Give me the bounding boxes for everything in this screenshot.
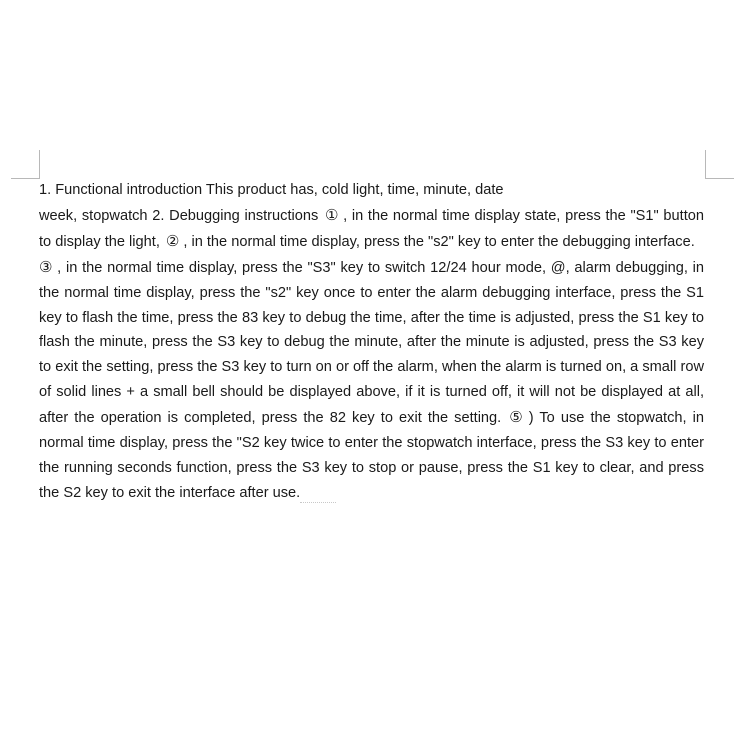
para2-text-b: ) To use the stopwatch, in normal time display, press the "S2 key twice to enter the stopwatch interface, press the S3 key to enter the running seconds function, press the S3 key to stop or pause, press the S1 key to clear, and press the S2 key to exit the interface after use. <box>39 410 705 501</box>
margin-corner-mark-top-left <box>11 150 40 179</box>
circled-number-2: ② <box>165 231 180 250</box>
circled-number-1: ① <box>324 205 340 224</box>
heading-line: 1. Functional introduction This product has, cold light, time, minute, date <box>39 182 504 198</box>
margin-corner-mark-top-right <box>705 150 734 179</box>
para1-text-c: , in the normal time display, press the "s2" key to enter the debugging interface. <box>183 233 695 250</box>
paragraph-alarm-stopwatch <box>39 255 704 506</box>
circled-number-3: ③ <box>39 257 54 276</box>
paragraph-end-mark <box>300 501 336 503</box>
document-body[interactable] <box>39 178 704 506</box>
paragraph-debugging-instructions <box>39 203 704 255</box>
para1-text-a: week, stopwatch 2. Debugging instructions <box>39 207 319 224</box>
circled-number-5: ⑤ <box>507 408 525 427</box>
para2-text-a: , in the normal time display, press the "S3" key to switch 12/24 hour mode, @, alarm debugging, in the normal time display, press the "s2" key once to enter the alarm debugging interface, press the S1 key to flash the time, press the 83 key to debug the time, after the time is adjusted, press the S1 key to flash the minute, press the S3 key to debug the minute, after the minute is adjusted, press the S3 key to exit the setting, press the S3 key to turn on or off the alarm, when the alarm is turned on, a small row of solid lines + a small bell should be displayed above, if it is turned off, it will not be displayed at all, after the operation is completed, press the 82 key to exit the setting. <box>39 259 704 427</box>
para1-text-b: , in the normal time display state, press the "S1" button to display the light, <box>39 207 704 250</box>
